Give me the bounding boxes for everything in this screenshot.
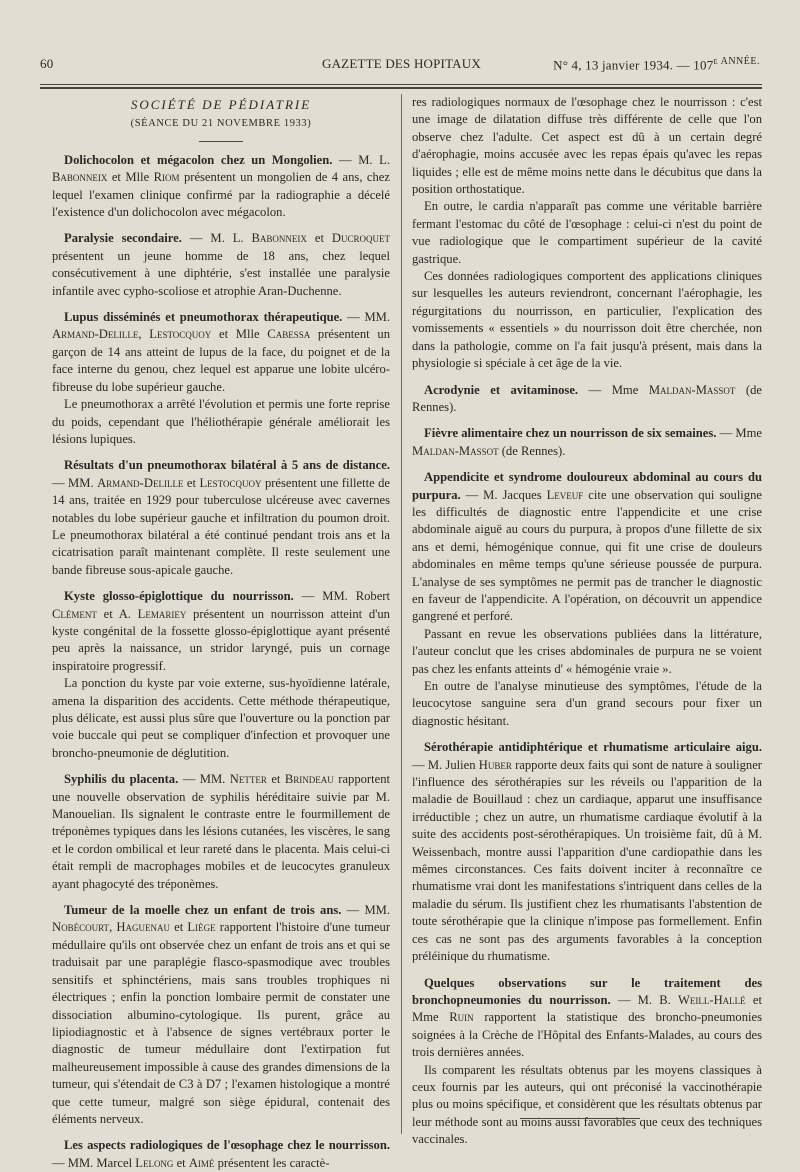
article-title: Résultats d'un pneumothorax bilatéral à 5 ans de distance. — [64, 458, 390, 473]
end-rule — [520, 1118, 640, 1119]
article-lupus — [52, 309, 390, 448]
article-paragraph: Ils comparent les résultats obtenus par les moyens classiques à ceux fournis par les auteurs, qui ont préconisé la vaccinothérapie plus ou moins spécifique, et considèrent que les résultats obtenus par leur méthode sont au moins aussi favorables que ceux des techniques vaccinales. — [412, 1062, 762, 1147]
author-name: Lestocquoy — [149, 327, 212, 342]
article-title: Tumeur de la moelle chez un enfant de trois ans. — [64, 903, 342, 918]
left-column — [52, 94, 390, 1172]
author-name: Haguenau — [116, 920, 170, 935]
article-paragraph: La ponction du kyste par voie externe, sus-hyoïdienne latérale, amena la disparition des accidents. Cette méthode thérapeutique, plus délicate, est aussi plus sûre que l'ouverture ou la ponction par voie buccale qui peut se compliquer d'infection et provoquer une broncho-pneumonie de déglutition. — [52, 676, 390, 760]
article-paragraph: Dolichocolon et mégacolon chez un Mongolien. — M. L. Babonneix et Mlle Riom présentent un mongolien de 4 ans, chez lequel l'examen clinique confirmé par la radiographie a décelé l'existence d'un dolichocolon avec mégacolon. — [52, 152, 391, 220]
author-name: Netter — [229, 772, 267, 787]
author-name: Liège — [187, 920, 216, 935]
article-title: Les aspects radiologiques de l'œsophage chez le nourrisson. — [64, 1138, 390, 1153]
author-name: Lelong — [135, 1155, 174, 1170]
column-divider — [401, 94, 402, 1134]
article-fievre — [412, 425, 762, 460]
article-title: Lupus disséminés et pneumothorax thérapeutique. — [64, 310, 343, 325]
article-title: Paralysie secondaire. — [64, 231, 182, 246]
author-name: Armand-Delille — [52, 327, 139, 342]
author-name: Cabessa — [267, 327, 311, 342]
article-oesophage — [52, 1137, 390, 1172]
article-paragraph: Quelques observations sur le traitement des bronchopneumonies du nourrisson. — M. B. Weill-Hallé et Mme Ruin rapportent la statistique des broncho-pneumonies soignées à la Crèche de l'Hôpital des Enfants-Malades, au cours des trois dernières années. — [412, 975, 762, 1060]
author-name: Huber — [478, 757, 512, 772]
article-kyste — [52, 588, 390, 762]
article-paragraph: Les aspects radiologiques de l'œsophage chez le nourrisson. — MM. Marcel Lelong et Aimé présentent les caractè- — [52, 1138, 390, 1170]
article-dolichocolon — [52, 152, 390, 222]
author-name: Clément — [52, 606, 97, 621]
header-rule-thick — [40, 87, 762, 89]
article-bronchopneumonies — [412, 975, 762, 1149]
page-number: 60 — [40, 56, 54, 71]
article-paragraph: Sérothérapie antidiphtérique et rhumatisme articulaire aigu. — M. Julien Huber rapporte deux faits qui sont de nature à souligner l'influence des sérothérapies sur les réveils ou l'apparition de la maladie de Bouillaud : chez un cardiaque, apparut une insuffisance irréductible ; chez un autre, un rhumatisme cardiaque évolutif à la suite des accidents post-sérothérapiques. Un troisième fait, dû à M. Weissenbach, montre aussi l'apparition d'une cardiopathie dans les mêmes circonstances. Ces faits doivent inciter à reconnaître ce rhumatisme vrai dont les manifestations s'intriquent dans celles de la maladie du sérum. Ils justifient chez les rhumatisants l'abstention de toute sérothérapie que la clinique n'impose pas formellement. Enfin ces cas ne sont pas des arguments favorables à la conception préléinique du rhumatisme. — [412, 740, 762, 964]
article-paragraph: Kyste glosso-épiglottique du nourrisson. — MM. Robert Clément et A. Lemariey présentent un nourrisson atteint d'un kyste congénital de la fossette glosso-épiglottique ayant présenté peu après la naissance, un stridor laryngé, puis un cornage inspiratoire progressif. — [52, 589, 390, 673]
header-rule-thin — [40, 84, 762, 85]
author-name: Maldan-Massot — [648, 382, 736, 397]
author-name: Brindeau — [284, 772, 334, 787]
article-title: Acrodynie et avitaminose. — [424, 382, 579, 397]
article-paragraph: res radiologiques normaux de l'œsophage chez le nourrisson : c'est une image de dilatation diffuse très différente de celle que l'on observe chez l'adulte. Cet aspect est dû à un certain degré d'aérophagie, moins accusée avec les repas épais qu'avec les repas liquides ; elle est de même moins nette dans le décubitus que dans la position orthostatique. — [412, 95, 762, 197]
author-name: Riom — [153, 170, 180, 185]
journal-title: GAZETTE DES HOPITAUX — [322, 56, 481, 71]
section-rule — [199, 141, 243, 142]
article-paragraph: Lupus disséminés et pneumothorax thérapeutique. — MM. Armand-Delille, Lestocquoy et Mlle Cabessa présentent un garçon de 14 ans atteint de lupus de la face, du poignet et de la face interne du genou, chez lequel est apparue une lobite ulcéro-fibreuse du lobe supérieur gauche. — [52, 310, 390, 394]
issue-info — [553, 56, 760, 73]
author-name: Babonneix — [52, 170, 108, 185]
page-header — [40, 52, 764, 74]
article-title: Syphilis du placenta. — [64, 772, 179, 787]
article-paragraph: Le pneumothorax a arrêté l'évolution et permis une forte reprise du poids, cependant que l'héliothérapie générale améliorait les lésions lupiques. — [52, 397, 390, 446]
author-name: Maldan-Massot — [412, 443, 499, 458]
issue-date: N° 4, 13 janvier 1934. — 107 — [553, 57, 714, 73]
year-suffix: e ANNÉE. — [713, 56, 760, 67]
article-title: Kyste glosso-épiglottique du nourrisson. — [64, 589, 294, 604]
article-appendicite — [412, 469, 762, 730]
article-title: Sérothérapie antidiphtérique et rhumatisme articulaire aigu. — [424, 740, 762, 755]
article-paragraph: Fièvre alimentaire chez un nourrisson de six semaines. — Mme Maldan-Massot (de Rennes). — [412, 426, 763, 458]
article-pneumothorax-bilateral — [52, 457, 390, 579]
article-title: Quelques observations sur le traitement des bronchopneumonies du nourrisson. — [412, 975, 762, 1007]
article-paragraph: En outre, le cardia n'apparaît pas comme une véritable barrière fermant l'estomac du côté de l'œsophage : celui-ci n'est du point de vue radiologique que le compartiment supérieur de la cavité gastrique. — [412, 199, 762, 266]
author-name: Leveuf — [546, 487, 584, 502]
article-title: Dolichocolon et mégacolon chez un Mongolien. — [64, 152, 333, 167]
article-title: Fièvre alimentaire chez un nourrisson de six semaines. — [424, 426, 717, 441]
article-paragraph: Passant en revue les observations publiées dans la littérature, l'auteur conclut que les crises abdominales de purpura ne se voient pas chez les enfants atteints d' « hémogénie vraie ». — [412, 626, 762, 676]
author-name: Ruin — [449, 1010, 474, 1025]
author-name: Nobécourt — [52, 920, 110, 935]
article-paragraph: Tumeur de la moelle chez un enfant de trois ans. — MM. Nobécourt, Haguenau et Liège rapportent l'histoire d'une tumeur médullaire qu'ils ont observée chez un enfant de trois ans et qui se traduisait par une paraplégie flasco-spasmodique avec troubles sensitifs et sphinctériens, mais sans troubles trophiques ni électriques ; enfin la ponction lombaire permit de constater une dissociation albumino-cytologique. Ils purent, grâce au lipiodiagnostic et à l'absence de signes vertébraux porter le diagnostic de tumeur médullaire dont l'extirpation fut malheureusement impossible à cause des grandes dimensions de la tumeur, qui s'étendait de C3 à D7 ; l'examen histologique a montré que cette tumeur, malgré son siège épidural, contenait des éléments nerveux. — [52, 903, 391, 1126]
article-syphilis — [52, 771, 390, 893]
right-column — [412, 94, 762, 1149]
article-paragraph: En outre de l'analyse minutieuse des symptômes, l'étude de la leucocytose sanguine sera d'un grand secours pour fixer un diagnostic hésitant. — [412, 679, 762, 728]
article-serotherapie — [412, 739, 762, 965]
article-paragraph: Ces données radiologiques comportent des applications cliniques sur lesquelles les auteurs reviendront, concernant l'aérophagie, les régurgitations du nourrisson, en particulier, l'explication des vomissements « essentiels » du nourrisson doit être cherchée, non dans la pathologie, comme on l'a fait jusqu'à présent, mais dans la physiologie si spéciale à cet âge de la vie. — [412, 269, 762, 371]
article-paragraph: Paralysie secondaire. — M. L. Babonneix et Ducroquet présentent un jeune homme de 18 ans, chez lequel consécutivement à une diphtérie, s'est installée une paralysie infantile avec cypho-scoliose et atrophie Aran-Duchenne. — [52, 231, 391, 298]
article-paragraph: Acrodynie et avitaminose. — Mme Maldan-Massot (de Rennes). — [412, 382, 763, 414]
author-name: Lemariey — [137, 606, 187, 621]
article-tumeur-moelle — [52, 902, 390, 1128]
author-name: Lestocquoy — [199, 475, 262, 490]
author-name: Ducroquet — [331, 231, 391, 246]
article-paragraph: Syphilis du placenta. — MM. Netter et Brindeau rapportent une nouvelle observation de syphilis héréditaire suivie par M. Manouelian. Ils signalent le contraste entre le fourmillement de tréponèmes typiques dans les lésions cutanées, les viscères, le sang et le cordon ombilical et leur rareté dans le placenta. Mais celui-ci était rempli de macrophages mobiles et de leucocytes granuleux ayant phagocyté des tréponèmes. — [52, 772, 391, 891]
article-paralysie — [52, 230, 390, 300]
article-oesophage-continued — [412, 94, 762, 373]
article-paragraph: Résultats d'un pneumothorax bilatéral à 5 ans de distance. — MM. Armand-Delille et Lestocquoy présentent une fillette de 14 ans, traitée en 1929 pour tuberculose ulcéreuse avec cavernes notables du lobe supérieur gauche et infiltration du poumon droit. Le pneumothorax bilatéral a été continué pendant trois ans et la cicatrisation paraît maintenant complète. Il reste seulement une bande fibreuse sous-apicale gauche. — [52, 458, 391, 577]
article-paragraph: Appendicite et syndrome douloureux abdominal au cours du purpura. — M. Jacques Leveuf cite une observation qui souligne les difficultés de diagnostic entre l'appendicite et une crise abdominale aiguë au cours du purpura, à propos d'une fillette de six ans et demi, hémogénique connue, qui fit une crise de douleurs abdominales en même temps qu'une sérieuse poussée de purpura. L'analyse de ses symptômes ne permit pas de trancher le diagnostic en faveur de l'appendicite. A l'opération, on découvrit un appendice gangrené et perforé. — [412, 470, 762, 624]
article-acrodynie — [412, 382, 762, 417]
section-title: SOCIÉTÉ DE PÉDIATRIE — [130, 97, 312, 112]
article-title: Appendicite et syndrome douloureux abdominal au cours du purpura. — [412, 470, 762, 502]
author-name: Weill-Hallé — [678, 992, 746, 1007]
section-session: (SÉANCE DU 21 NOVEMBRE 1933) — [130, 118, 312, 130]
author-name: Armand-Delille — [97, 475, 184, 490]
author-name: Babonneix — [251, 231, 307, 246]
author-name: Aimé — [188, 1155, 215, 1170]
